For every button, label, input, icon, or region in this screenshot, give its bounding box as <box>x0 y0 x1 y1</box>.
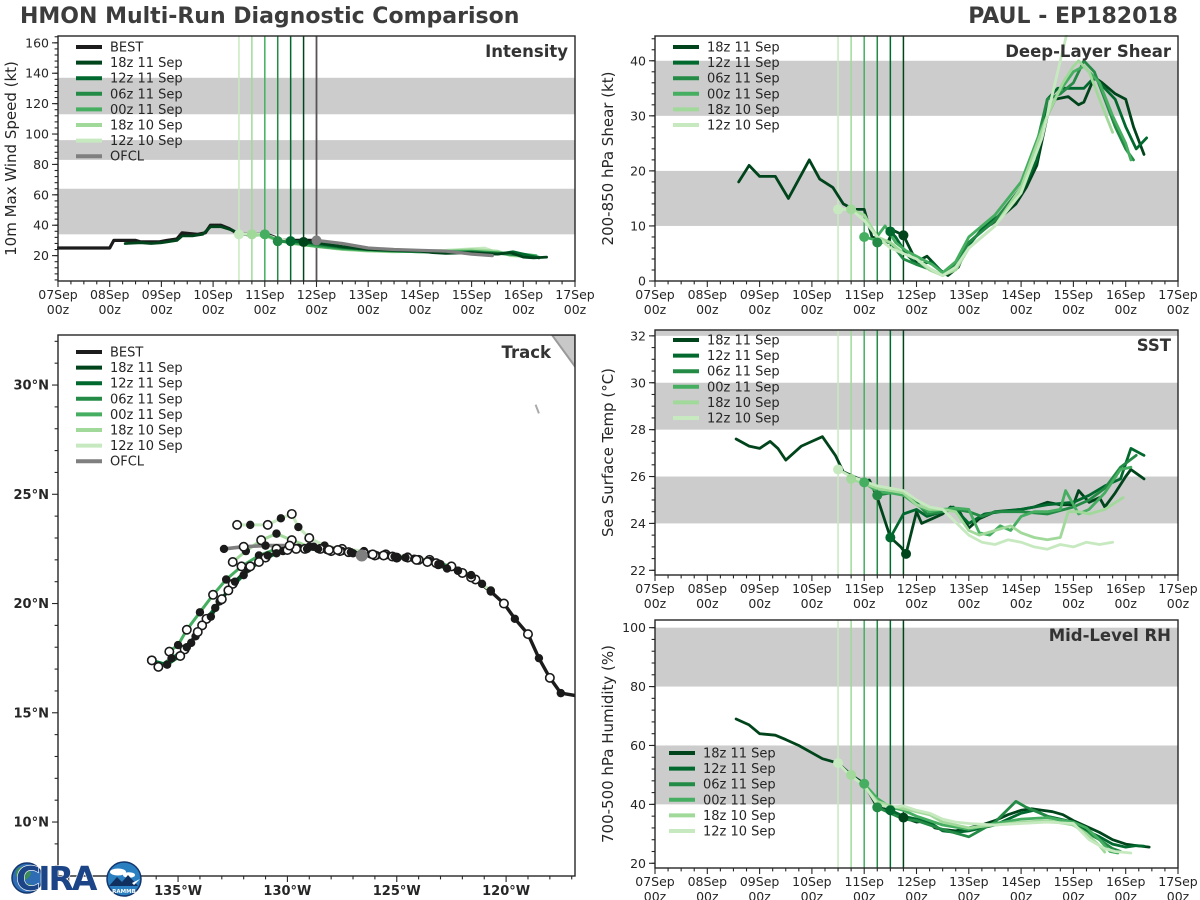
position-marker-00z <box>535 654 543 662</box>
svg-text:00z: 00z <box>905 596 928 611</box>
svg-text:20: 20 <box>630 163 646 179</box>
svg-text:11Sep: 11Sep <box>844 874 884 889</box>
position-marker-12z <box>229 558 237 566</box>
svg-text:30: 30 <box>630 375 646 391</box>
svg-text:13Sep: 13Sep <box>949 287 989 302</box>
svg-text:00z: 00z <box>696 302 719 317</box>
y-axis-label-sst: Sea Surface Temp (°C) <box>599 367 617 538</box>
svg-text:18z 11 Sep: 18z 11 Sep <box>707 333 780 349</box>
init-marker <box>260 229 270 239</box>
svg-text:18z 10 Sep: 18z 10 Sep <box>703 808 776 824</box>
svg-text:13Sep: 13Sep <box>348 287 388 302</box>
panel-title-track: Track <box>501 343 551 362</box>
svg-text:17Sep: 17Sep <box>555 287 595 302</box>
svg-text:00z: 00z <box>748 596 771 611</box>
svg-text:00z 11 Sep: 00z 11 Sep <box>703 793 776 809</box>
svg-text:00z: 00z <box>852 596 876 611</box>
svg-text:06z 11 Sep: 06z 11 Sep <box>707 71 780 87</box>
svg-text:12Sep: 12Sep <box>896 581 937 596</box>
svg-text:00z: 00z <box>1009 889 1033 900</box>
svg-text:00z: 00z <box>800 889 824 900</box>
svg-text:BEST: BEST <box>110 345 144 361</box>
svg-text:12z 11 Sep: 12z 11 Sep <box>703 762 776 778</box>
svg-text:00z 11 Sep: 00z 11 Sep <box>707 87 780 103</box>
svg-text:32: 32 <box>630 328 646 344</box>
svg-text:07Sep: 07Sep <box>635 581 675 596</box>
svg-text:08Sep: 08Sep <box>687 874 728 889</box>
panel-title-intensity: Intensity <box>485 42 568 61</box>
position-marker-00z <box>272 549 280 557</box>
svg-text:00z 11 Sep: 00z 11 Sep <box>110 102 183 118</box>
svg-text:07Sep: 07Sep <box>38 287 78 302</box>
init-marker <box>234 229 244 239</box>
svg-text:18z 11 Sep: 18z 11 Sep <box>703 746 776 762</box>
svg-text:12z 10 Sep: 12z 10 Sep <box>110 134 183 150</box>
svg-text:00z: 00z <box>905 302 928 317</box>
position-marker-00z <box>163 661 171 669</box>
init-marker <box>885 805 895 815</box>
y-axis-label-rh: 700-500 hPa Humidity (%) <box>599 644 617 844</box>
position-marker-00z <box>277 514 285 522</box>
position-marker-12z <box>194 628 202 636</box>
position-marker-12z <box>154 663 162 671</box>
svg-text:10Sep: 10Sep <box>792 581 832 596</box>
rammb-badge-icon <box>107 862 141 896</box>
svg-text:135°W: 135°W <box>154 884 203 899</box>
y-axis-label-intensity: 10m Max Wind Speed (kt) <box>2 61 20 256</box>
figure-title: HMON Multi-Run Diagnostic Comparison <box>20 4 520 29</box>
position-marker-12z <box>264 521 272 529</box>
svg-text:00z: 00z <box>46 302 70 317</box>
position-marker-00z <box>478 580 486 588</box>
position-marker-00z <box>434 560 442 568</box>
svg-text:09Sep: 09Sep <box>739 874 780 889</box>
position-marker-12z <box>325 546 333 554</box>
svg-text:80: 80 <box>33 156 49 172</box>
svg-text:00z: 00z <box>957 302 981 317</box>
svg-text:15Sep: 15Sep <box>1053 874 1094 889</box>
svg-text:16Sep: 16Sep <box>503 287 544 302</box>
svg-text:17Sep: 17Sep <box>1158 874 1198 889</box>
svg-text:0: 0 <box>638 273 646 289</box>
panel-shear <box>599 28 1198 317</box>
svg-text:30°N: 30°N <box>13 378 49 394</box>
init-marker <box>846 770 856 780</box>
svg-text:11Sep: 11Sep <box>844 287 884 302</box>
svg-text:12z 11 Sep: 12z 11 Sep <box>707 56 780 72</box>
svg-text:00z: 00z <box>1009 302 1033 317</box>
svg-text:13Sep: 13Sep <box>949 581 989 596</box>
svg-text:12z 11 Sep: 12z 11 Sep <box>110 71 183 87</box>
svg-text:60: 60 <box>33 187 49 203</box>
init-marker <box>247 229 257 239</box>
init-marker <box>872 802 882 812</box>
svg-text:125°W: 125°W <box>372 884 421 899</box>
shaded-band <box>655 171 1178 226</box>
init-marker <box>901 549 911 559</box>
svg-text:15Sep: 15Sep <box>451 287 492 302</box>
init-marker <box>273 236 283 246</box>
position-marker-12z <box>412 556 420 564</box>
init-marker <box>833 204 843 214</box>
svg-text:15Sep: 15Sep <box>1053 581 1094 596</box>
cira-rammb-logo <box>6 852 166 900</box>
svg-text:00z: 00z <box>748 889 771 900</box>
init-marker <box>872 490 882 500</box>
svg-text:08Sep: 08Sep <box>687 287 728 302</box>
svg-text:08Sep: 08Sep <box>687 581 728 596</box>
position-marker-12z <box>209 591 217 599</box>
svg-text:12Sep: 12Sep <box>896 287 937 302</box>
svg-text:40: 40 <box>630 53 646 69</box>
position-marker-12z <box>233 521 241 529</box>
init-marker <box>898 813 908 823</box>
svg-text:22: 22 <box>630 562 646 578</box>
svg-text:15Sep: 15Sep <box>1053 287 1094 302</box>
svg-text:00z: 00z <box>1062 302 1085 317</box>
init-marker <box>299 237 309 247</box>
position-marker-00z <box>246 521 254 529</box>
svg-text:00z: 00z <box>1114 596 1137 611</box>
init-marker <box>859 779 869 789</box>
svg-text:12z 11 Sep: 12z 11 Sep <box>707 349 780 365</box>
position-marker-00z <box>207 612 215 620</box>
rammb-badge-label: RAMMB <box>112 889 136 895</box>
svg-text:OFCL: OFCL <box>110 149 145 165</box>
svg-text:00z: 00z <box>1166 302 1190 317</box>
svg-text:00z: 00z <box>643 596 667 611</box>
position-marker-12z <box>334 546 342 554</box>
position-marker-12z <box>246 562 254 570</box>
svg-text:00z: 00z <box>98 302 121 317</box>
svg-text:18z 10 Sep: 18z 10 Sep <box>707 102 780 118</box>
position-marker-00z <box>443 564 451 572</box>
svg-text:10Sep: 10Sep <box>792 287 832 302</box>
position-marker-00z <box>183 643 191 651</box>
svg-text:00z: 00z <box>408 302 432 317</box>
init-marker <box>312 235 322 245</box>
svg-text:20: 20 <box>630 855 646 871</box>
svg-text:14Sep: 14Sep <box>1001 581 1041 596</box>
svg-text:12Sep: 12Sep <box>896 874 937 889</box>
position-marker-12z <box>288 510 296 518</box>
svg-text:100: 100 <box>622 620 646 636</box>
panel-intensity <box>2 35 595 317</box>
svg-text:13Sep: 13Sep <box>949 874 989 889</box>
position-marker-00z <box>231 577 239 585</box>
svg-text:00z: 00z <box>1062 889 1085 900</box>
svg-text:12z 10 Sep: 12z 10 Sep <box>707 411 780 427</box>
svg-text:17Sep: 17Sep <box>1158 287 1198 302</box>
position-marker-12z <box>148 656 156 664</box>
svg-text:120: 120 <box>25 96 49 112</box>
svg-text:00z: 00z <box>1009 596 1033 611</box>
svg-text:18z 10 Sep: 18z 10 Sep <box>110 423 183 439</box>
svg-text:00z 11 Sep: 00z 11 Sep <box>707 380 780 396</box>
svg-text:14Sep: 14Sep <box>400 287 440 302</box>
init-marker <box>833 464 843 474</box>
svg-text:18z 11 Sep: 18z 11 Sep <box>110 361 183 377</box>
svg-text:07Sep: 07Sep <box>635 287 675 302</box>
svg-text:12z 10 Sep: 12z 10 Sep <box>110 439 183 455</box>
y-axis-label-shear: 200-850 hPa Shear (kt) <box>599 71 617 246</box>
svg-text:00z 11 Sep: 00z 11 Sep <box>110 407 183 423</box>
panel-rh <box>599 620 1198 900</box>
svg-text:12z 10 Sep: 12z 10 Sep <box>707 118 780 134</box>
svg-text:00z: 00z <box>150 302 173 317</box>
svg-text:130°W: 130°W <box>263 884 312 899</box>
svg-text:25°N: 25°N <box>13 487 49 503</box>
svg-text:120°W: 120°W <box>482 884 531 899</box>
svg-text:160: 160 <box>25 35 49 51</box>
svg-text:00z: 00z <box>957 596 981 611</box>
svg-text:16Sep: 16Sep <box>1105 581 1146 596</box>
init-marker <box>885 226 895 236</box>
svg-text:12z 10 Sep: 12z 10 Sep <box>703 824 776 840</box>
svg-text:18z 10 Sep: 18z 10 Sep <box>110 118 183 134</box>
svg-text:06z 11 Sep: 06z 11 Sep <box>707 364 780 380</box>
svg-text:00z: 00z <box>957 889 981 900</box>
svg-text:100: 100 <box>25 126 49 142</box>
svg-text:00z: 00z <box>643 302 667 317</box>
position-marker-12z <box>183 626 191 634</box>
position-marker-12z <box>239 543 247 551</box>
position-marker-12z <box>255 558 263 566</box>
init-marker <box>846 204 856 214</box>
position-marker-12z <box>524 630 532 638</box>
init-marker <box>885 532 895 542</box>
position-marker-12z <box>423 558 431 566</box>
position-marker-00z <box>272 529 280 537</box>
svg-text:06z 11 Sep: 06z 11 Sep <box>110 87 183 103</box>
svg-text:80: 80 <box>630 679 646 695</box>
position-marker-12z <box>224 586 232 594</box>
svg-text:20: 20 <box>33 248 49 264</box>
svg-text:00z: 00z <box>460 302 483 317</box>
position-marker-00z <box>401 553 409 561</box>
svg-text:26: 26 <box>630 469 646 485</box>
svg-text:17Sep: 17Sep <box>1158 581 1198 596</box>
panel-sst <box>599 328 1198 611</box>
init-marker <box>859 477 869 487</box>
init-marker <box>859 232 869 242</box>
svg-text:60: 60 <box>630 737 646 753</box>
svg-text:00z: 00z <box>1114 889 1137 900</box>
svg-text:06z 11 Sep: 06z 11 Sep <box>110 392 183 408</box>
position-marker-12z <box>369 550 377 558</box>
svg-text:16Sep: 16Sep <box>1105 287 1146 302</box>
svg-text:140: 140 <box>25 65 49 81</box>
svg-text:11Sep: 11Sep <box>844 581 884 596</box>
position-marker-00z <box>211 604 219 612</box>
svg-text:18z 11 Sep: 18z 11 Sep <box>110 56 183 72</box>
svg-text:24: 24 <box>630 515 646 531</box>
svg-text:14Sep: 14Sep <box>1001 874 1041 889</box>
position-marker-00z <box>196 608 204 616</box>
svg-text:00z: 00z <box>1062 596 1085 611</box>
svg-text:14Sep: 14Sep <box>1001 287 1041 302</box>
position-marker-00z <box>390 552 398 560</box>
panel-title-shear: Deep-Layer Shear <box>1005 42 1171 61</box>
svg-text:OFCL: OFCL <box>110 454 145 470</box>
position-marker-12z <box>546 674 554 682</box>
svg-text:12Sep: 12Sep <box>296 287 337 302</box>
svg-text:00z: 00z <box>852 889 876 900</box>
position-marker-00z <box>264 551 272 559</box>
svg-text:00z: 00z <box>852 302 876 317</box>
position-marker-12z <box>379 551 387 559</box>
svg-text:00z: 00z <box>1166 596 1190 611</box>
panel-title-sst: SST <box>1136 336 1171 355</box>
init-marker <box>286 236 296 246</box>
svg-text:07Sep: 07Sep <box>635 874 675 889</box>
svg-text:06z 11 Sep: 06z 11 Sep <box>703 777 776 793</box>
svg-text:08Sep: 08Sep <box>89 287 130 302</box>
init-marker <box>872 237 882 247</box>
svg-text:00z: 00z <box>800 302 824 317</box>
position-marker-12z <box>285 541 293 549</box>
svg-text:00z: 00z <box>253 302 277 317</box>
position-marker-00z <box>511 615 519 623</box>
svg-text:12z 11 Sep: 12z 11 Sep <box>110 376 183 392</box>
position-marker-00z <box>309 543 317 551</box>
svg-text:40: 40 <box>630 796 646 812</box>
init-marker <box>846 474 856 484</box>
svg-text:00z: 00z <box>800 596 824 611</box>
position-marker-12z <box>218 595 226 603</box>
svg-text:40: 40 <box>33 217 49 233</box>
svg-text:09Sep: 09Sep <box>739 287 780 302</box>
storm-id-title: PAUL - EP182018 <box>968 4 1178 29</box>
position-marker-00z <box>220 545 228 553</box>
position-marker-12z <box>500 599 508 607</box>
svg-text:11Sep: 11Sep <box>245 287 285 302</box>
svg-text:09Sep: 09Sep <box>739 581 780 596</box>
svg-text:00z: 00z <box>356 302 380 317</box>
init-marker <box>898 230 908 240</box>
svg-text:18z 10 Sep: 18z 10 Sep <box>707 395 780 411</box>
panel-title-rh: Mid-Level RH <box>1048 626 1171 645</box>
svg-text:00z: 00z <box>563 302 587 317</box>
svg-text:00z: 00z <box>1114 302 1137 317</box>
position-marker-12z <box>176 652 184 660</box>
svg-text:20°N: 20°N <box>13 597 49 613</box>
svg-text:00z: 00z <box>748 302 771 317</box>
cira-logo-text: CIRA <box>16 859 96 898</box>
position-marker-12z <box>305 534 313 542</box>
ofcl-init-marker <box>356 549 368 561</box>
svg-text:00z: 00z <box>201 302 225 317</box>
svg-text:00z: 00z <box>1166 889 1190 900</box>
position-marker-00z <box>261 541 269 549</box>
panel-track <box>14 335 581 899</box>
svg-text:10°N: 10°N <box>13 815 49 831</box>
position-marker-00z <box>347 548 355 556</box>
svg-text:00z: 00z <box>305 302 328 317</box>
svg-text:16Sep: 16Sep <box>1105 874 1146 889</box>
position-marker-00z <box>294 523 302 531</box>
svg-text:30: 30 <box>630 108 646 124</box>
svg-text:00z: 00z <box>905 889 928 900</box>
position-marker-00z <box>557 689 565 697</box>
position-marker-00z <box>239 571 247 579</box>
svg-text:00z: 00z <box>512 302 535 317</box>
svg-text:10Sep: 10Sep <box>193 287 233 302</box>
svg-text:09Sep: 09Sep <box>141 287 182 302</box>
svg-text:00z: 00z <box>643 889 667 900</box>
init-marker <box>833 758 843 768</box>
position-marker-00z <box>454 567 462 575</box>
svg-text:18z 11 Sep: 18z 11 Sep <box>707 40 780 56</box>
svg-text:00z: 00z <box>696 596 719 611</box>
svg-text:28: 28 <box>630 422 646 438</box>
svg-text:10Sep: 10Sep <box>792 874 832 889</box>
svg-text:BEST: BEST <box>110 40 144 56</box>
position-marker-00z <box>487 586 495 594</box>
svg-text:00z: 00z <box>696 889 719 900</box>
svg-text:10: 10 <box>630 218 646 234</box>
svg-text:15°N: 15°N <box>13 706 49 722</box>
position-marker-00z <box>467 571 475 579</box>
